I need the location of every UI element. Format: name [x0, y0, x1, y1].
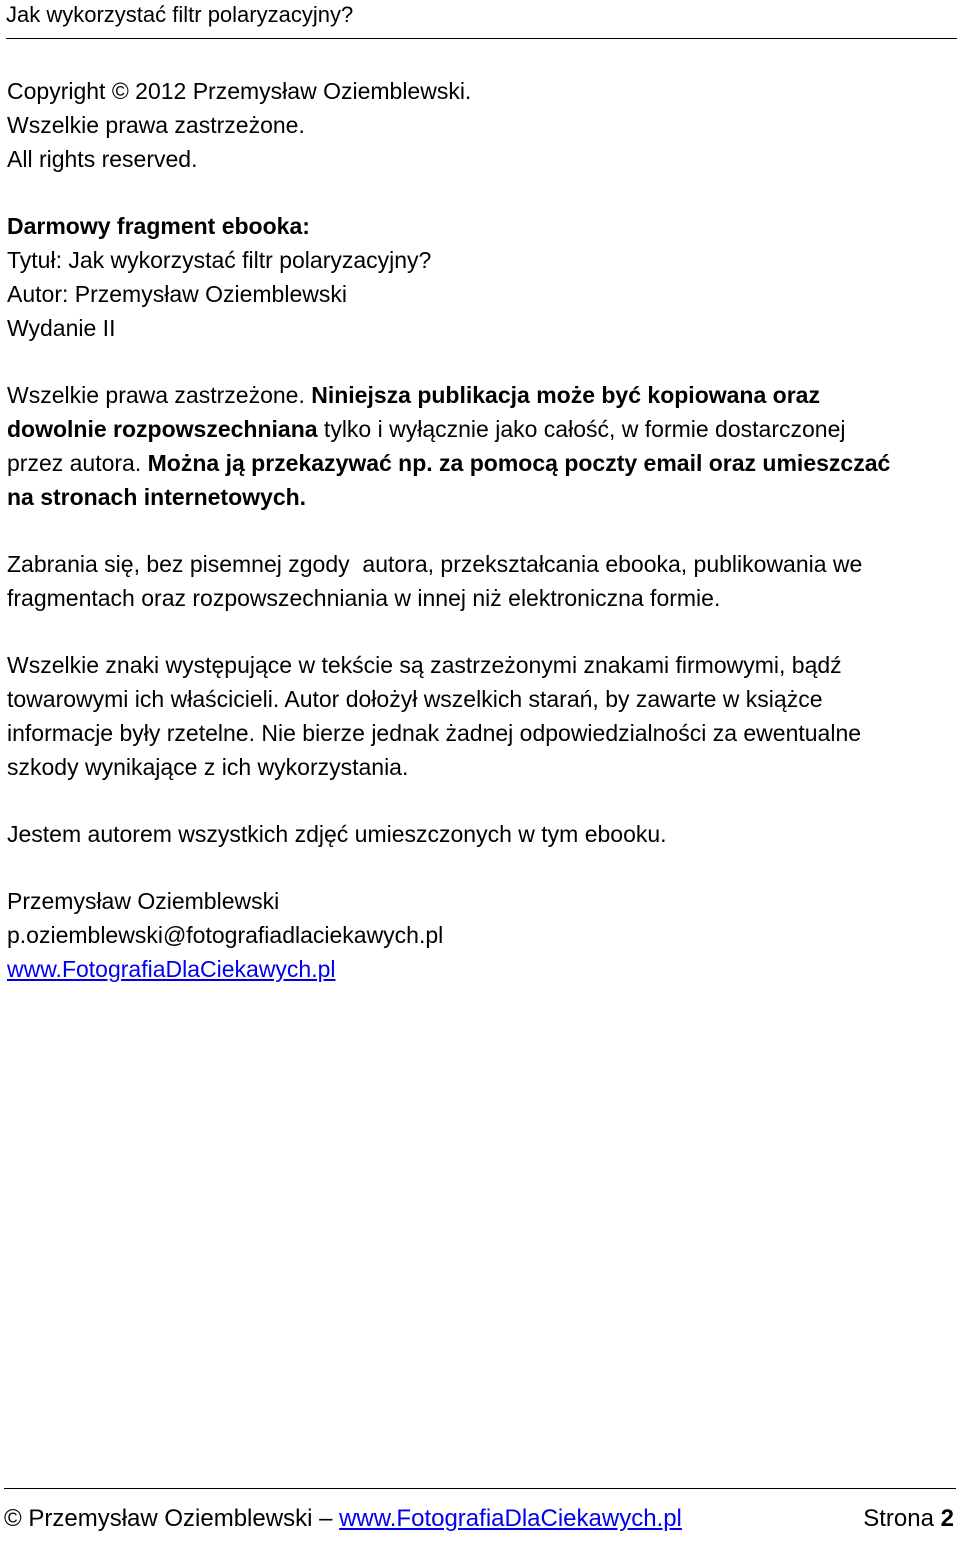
header-title: Jak wykorzystać filtr polaryzacyjny?	[6, 2, 354, 27]
ebook-info-block	[7, 209, 952, 345]
rights-bold-sharing: Można ją przekazywać np. za pomocą poczty email oraz umieszczać	[147, 450, 891, 476]
page-footer	[4, 1488, 956, 1543]
footer-page-label: Strona	[863, 1505, 941, 1532]
contact-website-link[interactable]: www.FotografiaDlaCiekawych.pl	[7, 956, 336, 982]
contact-name: Przemysław Oziemblewski	[7, 888, 280, 914]
copyright-line: Copyright © 2012 Przemysław Oziemblewski.	[7, 78, 472, 104]
copyright-block	[7, 74, 952, 176]
ebook-title-line: Tytuł: Jak wykorzystać filtr polaryzacyjny?	[7, 247, 432, 273]
prohibition-line-1: Zabrania się, bez pisemnej zgody autora, przekształcania ebooka, publikowania we	[7, 551, 863, 577]
rights-line-2	[7, 412, 952, 446]
trademarks-line-1: Wszelkie znaki występujące w tekście są zastrzeżonymi znakami firmowymi, bądź	[7, 652, 842, 678]
rights-bold-distribution: dowolnie rozpowszechniana	[7, 416, 318, 442]
main-content	[7, 74, 952, 1019]
rights-paragraph	[7, 378, 952, 514]
prohibition-paragraph	[7, 547, 952, 615]
rights-reserved-en: All rights reserved.	[7, 146, 198, 172]
footer-page-number: 2	[940, 1505, 954, 1532]
photos-statement-text: Jestem autorem wszystkich zdjęć umieszczonych w tym ebooku.	[7, 821, 667, 847]
ebook-info-heading: Darmowy fragment ebooka:	[7, 213, 310, 239]
contact-email: p.oziemblewski@fotografiadlaciekawych.pl	[7, 922, 444, 948]
rights-line-1	[7, 378, 952, 412]
prohibition-line-2: fragmentach oraz rozpowszechniania w innej niż elektroniczna formie.	[7, 585, 721, 611]
trademarks-line-4: szkody wynikające z ich wykorzystania.	[7, 754, 409, 780]
rights-bold-copy-permission: Niniejsza publikacja może być kopiowana oraz	[311, 382, 820, 408]
rights-line-3	[7, 446, 952, 480]
ebook-edition: Wydanie II	[7, 315, 116, 341]
rights-bold-websites: na stronach internetowych.	[7, 484, 307, 510]
rights-text-2: tylko i wyłącznie jako całość, w formie dostarczonej	[317, 416, 846, 442]
rights-reserved-pl: Wszelkie prawa zastrzeżone.	[7, 112, 305, 138]
photos-statement	[7, 817, 952, 851]
ebook-author-line: Autor: Przemysław Oziemblewski	[7, 281, 347, 307]
rights-text-1: Wszelkie prawa zastrzeżone.	[7, 382, 312, 408]
rights-text-3: przez autora.	[7, 450, 148, 476]
page-header	[6, 0, 957, 39]
trademarks-line-3: informacje były rzetelne. Nie bierze jednak żadnej odpowiedzialności za ewentualne	[7, 720, 862, 746]
footer-copyright: © Przemysław Oziemblewski –	[4, 1505, 340, 1532]
trademarks-paragraph	[7, 648, 952, 784]
footer-page-indicator	[863, 1489, 954, 1549]
trademarks-line-2: towarowymi ich właścicieli. Autor dołożył wszelkich starań, by zawarte w książce	[7, 686, 823, 712]
contact-block	[7, 884, 952, 986]
footer-website-link[interactable]: www.FotografiaDlaCiekawych.pl	[339, 1505, 682, 1532]
